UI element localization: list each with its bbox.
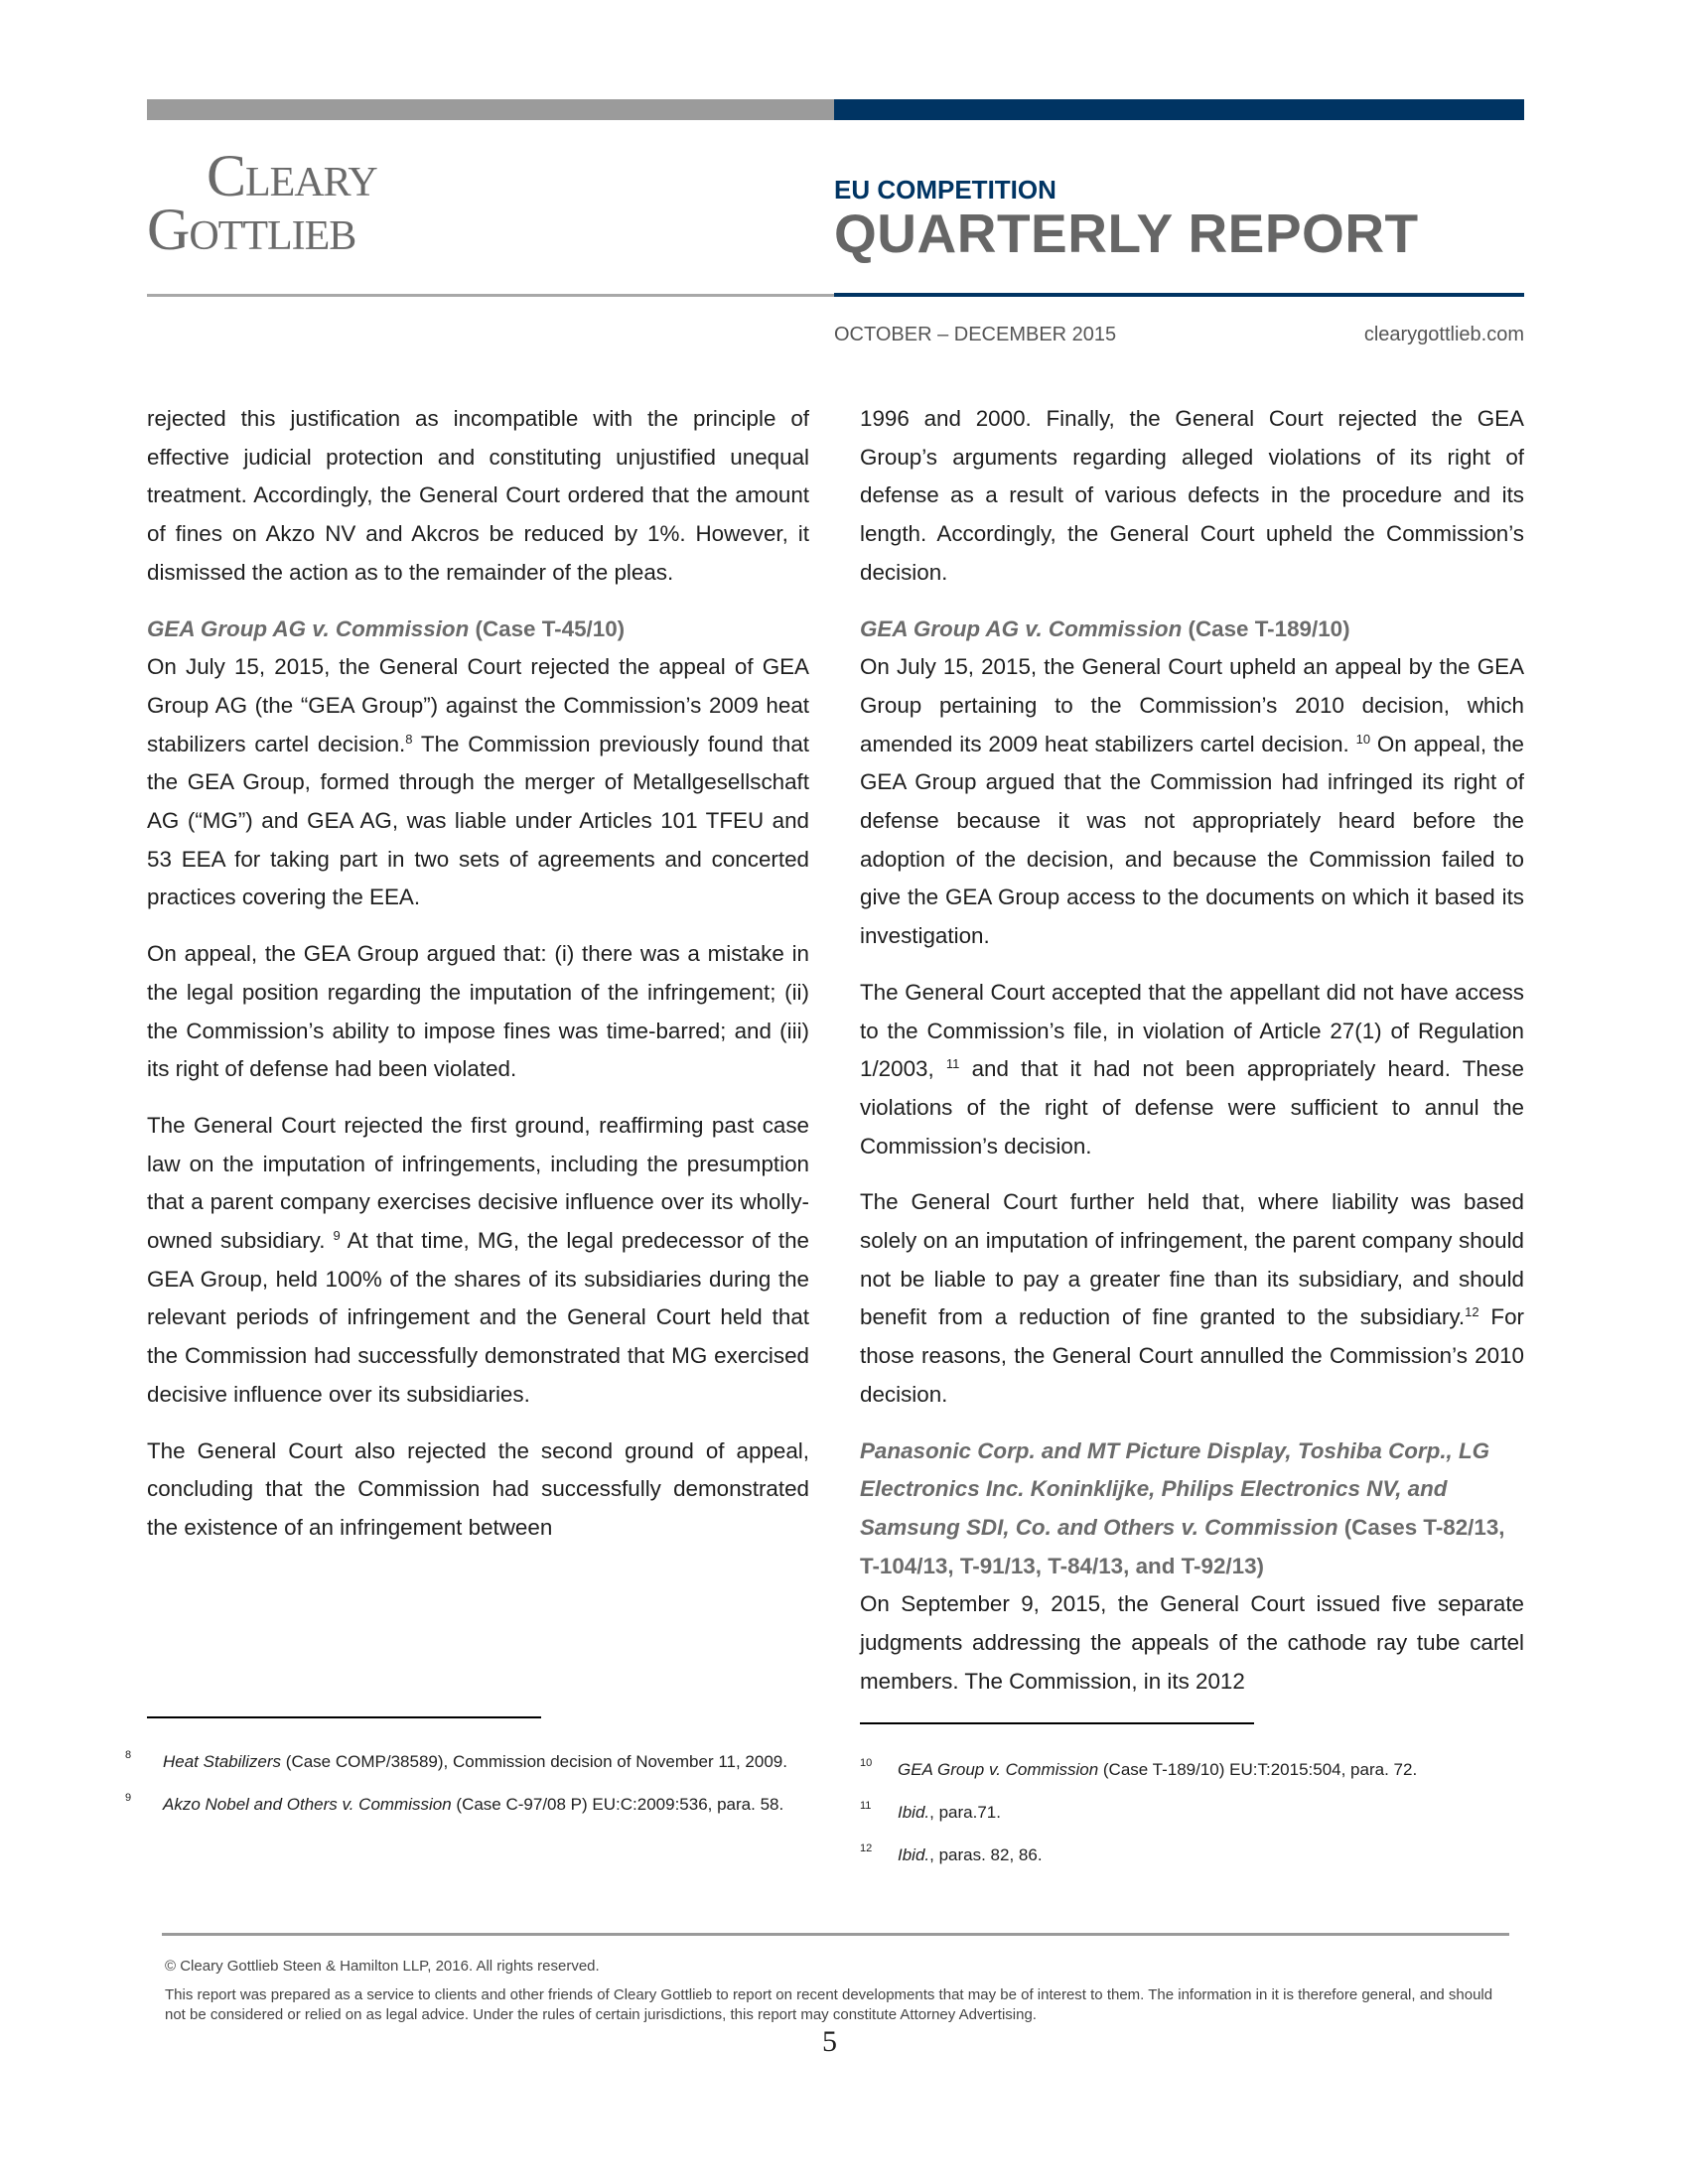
report-period: OCTOBER – DECEMBER 2015 — [834, 324, 1117, 345]
text-segment: , paras. 82, 86. — [929, 1845, 1043, 1864]
footnote-reference[interactable]: 9 — [333, 1228, 341, 1244]
footnote-rule-right — [860, 1722, 1254, 1724]
footnote — [860, 1800, 1524, 1825]
paragraph — [860, 974, 1524, 1166]
footnote — [125, 1792, 825, 1817]
text-segment: On September 9, 2015, the General Court issued five separate judgments addressing the appeals of the cathode ray tube cartel members. The Commission, in its 2012 — [860, 1591, 1524, 1694]
header-rule-navy — [834, 293, 1524, 297]
footnote-reference[interactable]: 8 — [405, 731, 413, 747]
header-bar-navy — [834, 99, 1524, 120]
right-column — [860, 400, 1524, 1719]
copyright: © Cleary Gottlieb Steen & Hamilton LLP, 2016. All rights reserved. — [165, 1958, 600, 1975]
text-segment: GEA Group v. Commission — [898, 1760, 1099, 1779]
report-title: QUARTERLY REPORT — [834, 203, 1419, 264]
paragraph — [147, 1107, 809, 1415]
cleary-gottlieb-logo — [147, 143, 377, 262]
disclaimer: This report was prepared as a service to clients and other friends of Cleary Gottlieb to report on recent developments that may be of interest to them. The information in it is therefore general, and should not be considered or relied on as legal advice. Under the rules of certain jurisdictions, this report may constitute Attorney Advertising. — [165, 1986, 1493, 2023]
footnote — [125, 1749, 825, 1774]
paragraph — [147, 648, 809, 917]
case-heading — [147, 611, 809, 649]
logo-line-2: Gottlieb — [147, 197, 356, 262]
logo-line-1: Cleary — [207, 143, 377, 208]
footnote-number: 12 — [860, 1843, 873, 1854]
footnote-reference[interactable]: 12 — [1465, 1304, 1479, 1320]
footnotes-right — [860, 1757, 1524, 1885]
text-segment: (Case T-45/10) — [469, 615, 626, 641]
text-segment: On appeal, the GEA Group argued that the Commission had infringed its right of defense because it was not appropriately heard before the adoption of the decision, and because the Commission failed to give the GEA Group access to the documents on which it based its investigation. — [860, 731, 1524, 949]
footnotes-left — [125, 1749, 825, 1835]
text-segment: The General Court also rejected the second ground of appeal, concluding that the Commission had successfully demonstrated the existence of an infringement between — [147, 1437, 809, 1540]
text-segment: On July 15, 2015, the General Court rejected the appeal of GEA Group AG (the “GEA Group”) against the Commission’s 2009 heat stabilizers cartel decision. — [147, 654, 809, 756]
footnote-rule-left — [147, 1716, 541, 1718]
paragraph — [147, 400, 809, 593]
report-series: EU COMPETITION — [834, 175, 1056, 205]
footnote-reference[interactable]: 11 — [945, 1056, 960, 1072]
text-segment: (Cases T-82/13, T-104/13, T-91/13, T-84/13, and T-92/13) — [860, 1514, 1505, 1578]
text-segment: The Commission previously found that the GEA Group, formed through the merger of Metallgesellschaft AG (“MG”) and GEA AG, was liable under Articles 101 TFEU and 53 EEA for taking part in two sets of agreements and concerted practices covering the EEA. — [147, 731, 810, 910]
footnote-number: 8 — [125, 1749, 132, 1761]
footer-rule — [162, 1933, 1509, 1936]
text-segment: Panasonic Corp. and MT Picture Display, Toshiba Corp., LG Electronics Inc. Koninklijke, Philips Electronics NV, and Samsung SDI, Co. and Others v. Commission — [860, 1437, 1490, 1540]
footnote-number: 9 — [125, 1792, 132, 1804]
paragraph — [860, 1585, 1524, 1701]
text-segment: Ibid. — [898, 1803, 930, 1822]
paragraph — [147, 935, 809, 1089]
case-heading — [860, 1433, 1524, 1586]
text-segment: , para.71. — [929, 1803, 1001, 1822]
footnote — [860, 1843, 1524, 1867]
text-segment: For those reasons, the General Court annulled the Commission’s 2010 decision. — [860, 1304, 1524, 1407]
header-bar-gray — [147, 99, 834, 120]
left-column — [147, 400, 809, 1566]
text-segment: Ibid. — [898, 1845, 930, 1864]
text-segment: (Case T-189/10) — [1182, 615, 1350, 641]
text-segment: and that it had not been appropriately heard. These violations of the right of defense were sufficient to annul the Commission’s decision. — [860, 1056, 1524, 1159]
footnote — [860, 1757, 1524, 1782]
text-segment: GEA Group AG v. Commission — [860, 615, 1183, 641]
text-segment: GEA Group AG v. Commission — [147, 615, 470, 641]
text-segment: (Case C-97/08 P) EU:C:2009:536, para. 58. — [451, 1795, 784, 1814]
text-segment: At that time, MG, the legal predecessor of the GEA Group, held 100% of the shares of its subsidiaries during the relevant periods of infringement and the General Court held that the Commission had successfully demonstrated that MG exercised decisive influence over its subsidiaries. — [147, 1228, 809, 1407]
text-segment: Akzo Nobel and Others v. Commission — [163, 1795, 452, 1814]
page-number: 5 — [822, 2025, 837, 2058]
paragraph — [860, 648, 1524, 956]
website-link[interactable]: clearygottlieb.com — [1363, 324, 1524, 345]
case-heading — [860, 611, 1524, 649]
header-rule-gray — [147, 294, 834, 297]
paragraph — [860, 1183, 1524, 1414]
text-segment: (Case COMP/38589), Commission decision of November 11, 2009. — [281, 1752, 787, 1771]
paragraph — [860, 400, 1524, 593]
paragraph — [147, 1433, 809, 1548]
footnote-reference[interactable]: 10 — [1355, 731, 1371, 747]
text-segment: The General Court rejected the first ground, reaffirming past case law on the imputation of infringements, including the presumption that a parent company exercises decisive influence over its wholly-owned subsidiary. — [147, 1112, 809, 1254]
text-segment: On appeal, the GEA Group argued that: (i) there was a mistake in the legal position regarding the imputation of the infringement; (ii) the Commission’s ability to impose fines was time-barred; and (iii) its right of defense had been violated. — [147, 941, 809, 1082]
text-segment: The General Court further held that, where liability was based solely on an imputation of infringement, the parent company should not be liable to pay a greater fine than its subsidiary, and should benefit from a reduction of fine granted to the subsidiary. — [860, 1189, 1524, 1330]
footnote-number: 11 — [860, 1800, 872, 1812]
text-segment: rejected this justification as incompatible with the principle of effective judicial protection and constituting unjustified unequal treatment. Accordingly, the General Court ordered that the amount of fines on Akzo NV and Akcros be reduced by 1%. However, it dismissed the action as to the remainder of the pleas. — [147, 406, 809, 585]
text-segment: Heat Stabilizers — [163, 1752, 282, 1771]
text-segment: On July 15, 2015, the General Court upheld an appeal by the GEA Group pertaining to the Commission’s 2010 decision, which amended its 2009 heat stabilizers cartel decision. — [860, 654, 1524, 756]
text-segment: 1996 and 2000. Finally, the General Court rejected the GEA Group’s arguments regarding alleged violations of its right of defense as a result of various defects in the procedure and its length. Accordingly, the General Court upheld the Commission’s decision. — [860, 406, 1524, 585]
footnote-number: 10 — [860, 1757, 873, 1769]
text-segment: The General Court accepted that the appellant did not have access to the Commission’s file, in violation of Article 27(1) of Regulation 1/2003, — [860, 979, 1524, 1082]
text-segment: (Case T-189/10) EU:T:2015:504, para. 72. — [1098, 1760, 1418, 1779]
